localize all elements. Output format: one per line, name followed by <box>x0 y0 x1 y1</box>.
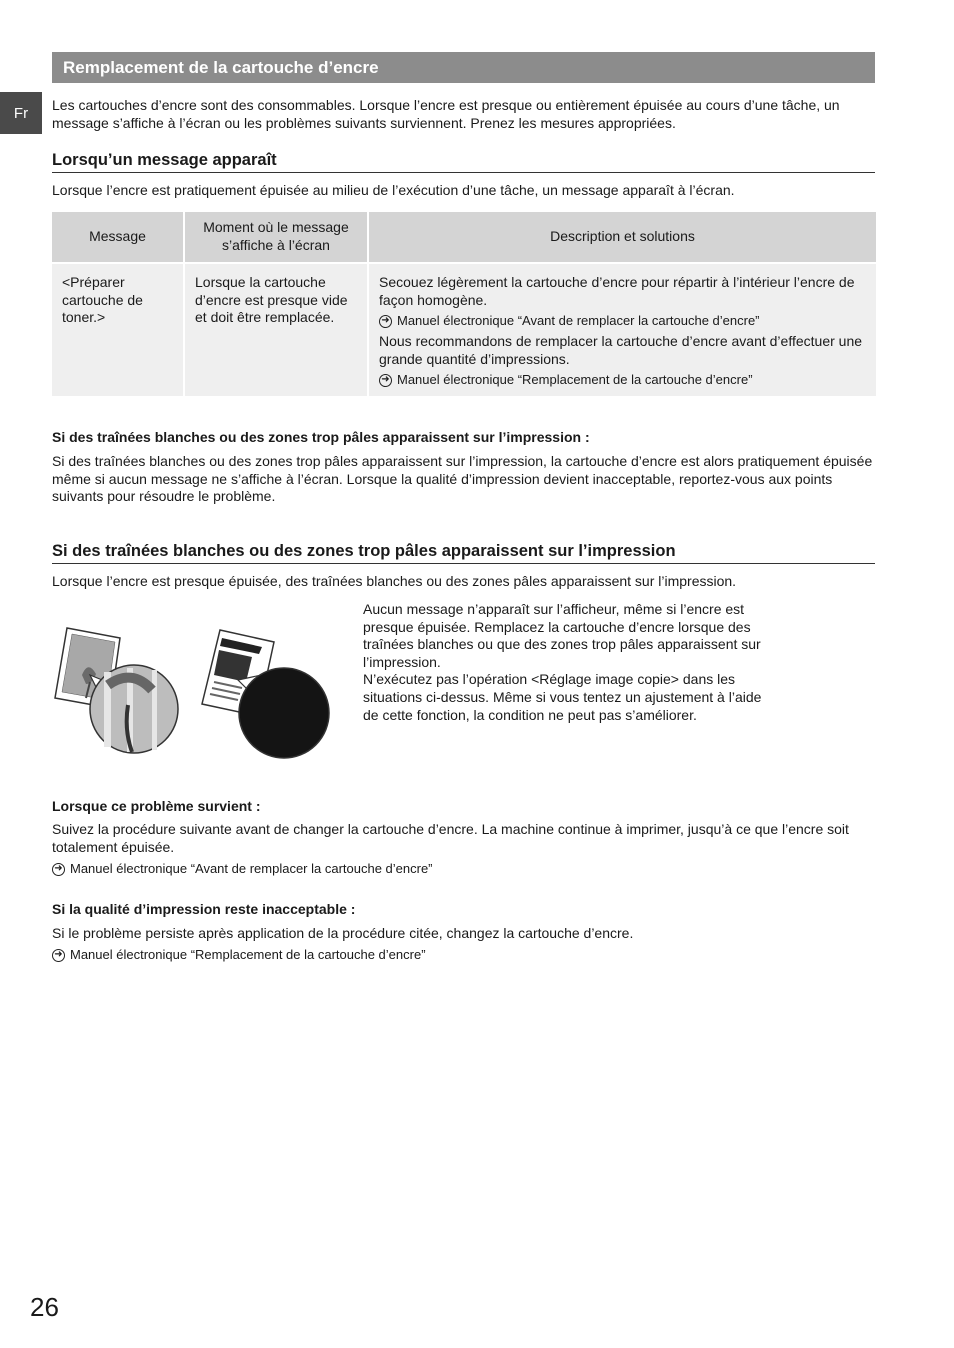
manual-reference-label: Manuel électronique “Remplacement de la cartouche d’encre” <box>70 947 426 962</box>
cell-description <box>368 263 876 396</box>
page-number: 26 <box>30 1292 59 1322</box>
streaks-explanation <box>363 601 773 724</box>
description-1: Secouez légèrement la cartouche d’encre pour répartir à l’intérieur l’encre de façon homogène. <box>379 274 855 308</box>
arrow-right-circle-icon: ➜ <box>52 863 65 876</box>
section-text-streaks: Lorsque l’encre est presque épuisée, des traînées blanches ou des zones pâles apparaissent sur l’impression. <box>52 573 737 589</box>
white-streaks-text: Si des traînées blanches ou des zones trop pâles apparaissent sur l’impression, la cartouche d’encre est alors pratiquement épuisée même si aucun message ne s’affiche à l’écran. Lorsque la qualité d’impression devient inacceptable, reportez-vous aux points suivants pour résoudre le problème. <box>52 453 873 505</box>
manual-reference[interactable] <box>52 861 433 877</box>
section-heading-message: Lorsqu’un message apparaît <box>52 151 875 173</box>
when-problem-text: Suivez la procédure suivante avant de changer la cartouche d’encre. La machine continue à imprimer, jusqu’à ce que l’encre soit totalement épuisée. <box>52 821 849 855</box>
table-header-row <box>52 212 876 263</box>
arrow-right-circle-icon: ➜ <box>379 315 392 328</box>
faded-print-illustration <box>52 620 342 765</box>
intro-text: Les cartouches d’encre sont des consommables. Lorsque l’encre est presque ou entièrement épuisée au cours d’une tâche, un message s’affiche à l’écran ou les problèmes suivants surviennent. Prenez les mesures appropriées. <box>52 97 840 131</box>
manual-reference-label: Manuel électronique “Remplacement de la cartouche d’encre” <box>397 372 753 388</box>
quality-unacceptable-heading: Si la qualité d’impression reste inacceptable : <box>52 901 356 917</box>
manual-reference[interactable] <box>52 947 426 963</box>
streaks-explanation-paragraph-2: N’exécutez pas l’opération <Réglage image copie> dans les situations ci-dessus. Même si vous tentez un ajustement à l’aide de cette fonction, la condition ne peut pas s’améliorer. <box>363 671 762 723</box>
arrow-right-circle-icon: ➜ <box>52 949 65 962</box>
message-table <box>52 212 876 396</box>
when-problem-heading: Lorsque ce problème survient : <box>52 798 261 814</box>
cell-moment: Lorsque la cartouche d’encre est presque vide et doit être remplacée. <box>184 263 368 396</box>
column-header: Moment où le message s’affiche à l’écran <box>184 212 368 263</box>
section-text-message: Lorsque l’encre est pratiquement épuisée au milieu de l’exécution d’une tâche, un message apparaît à l’écran. <box>52 182 735 198</box>
table-row <box>52 263 876 396</box>
arrow-right-circle-icon: ➜ <box>379 374 392 387</box>
manual-reference[interactable] <box>379 313 866 329</box>
streaks-explanation-paragraph-1: Aucun message n’apparaît sur l’afficheur, même si l’encre est presque épuisée. Remplacez la cartouche d’encre lorsque des traînées blanches ou que des zones trop pâles apparaissent sur l’impression. <box>363 601 761 670</box>
document-print-image <box>202 630 329 758</box>
description-2: Nous recommandons de remplacer la cartouche d’encre avant d’effectuer une grande quantité d’impressions. <box>379 333 863 367</box>
section-banner: Remplacement de la cartouche d’encre <box>52 52 875 83</box>
photo-print-image <box>55 628 178 753</box>
faded-print-illustration-graphic <box>52 620 342 765</box>
quality-unacceptable-text: Si le problème persiste après application de la procédure citée, changez la cartouche d’encre. <box>52 925 634 941</box>
manual-reference-label: Manuel électronique “Avant de remplacer la cartouche d’encre” <box>70 861 433 876</box>
language-tab: Fr <box>0 92 42 134</box>
manual-reference[interactable] <box>379 372 866 388</box>
column-header: Message <box>52 212 184 263</box>
cell-message: <Préparer cartouche de toner.> <box>52 263 184 396</box>
manual-reference-label: Manuel électronique “Avant de remplacer la cartouche d’encre” <box>397 313 760 329</box>
column-header: Description et solutions <box>368 212 876 263</box>
white-streaks-subheading: Si des traînées blanches ou des zones trop pâles apparaissent sur l’impression : <box>52 429 590 445</box>
section-heading-streaks: Si des traînées blanches ou des zones trop pâles apparaissent sur l’impression <box>52 542 875 564</box>
